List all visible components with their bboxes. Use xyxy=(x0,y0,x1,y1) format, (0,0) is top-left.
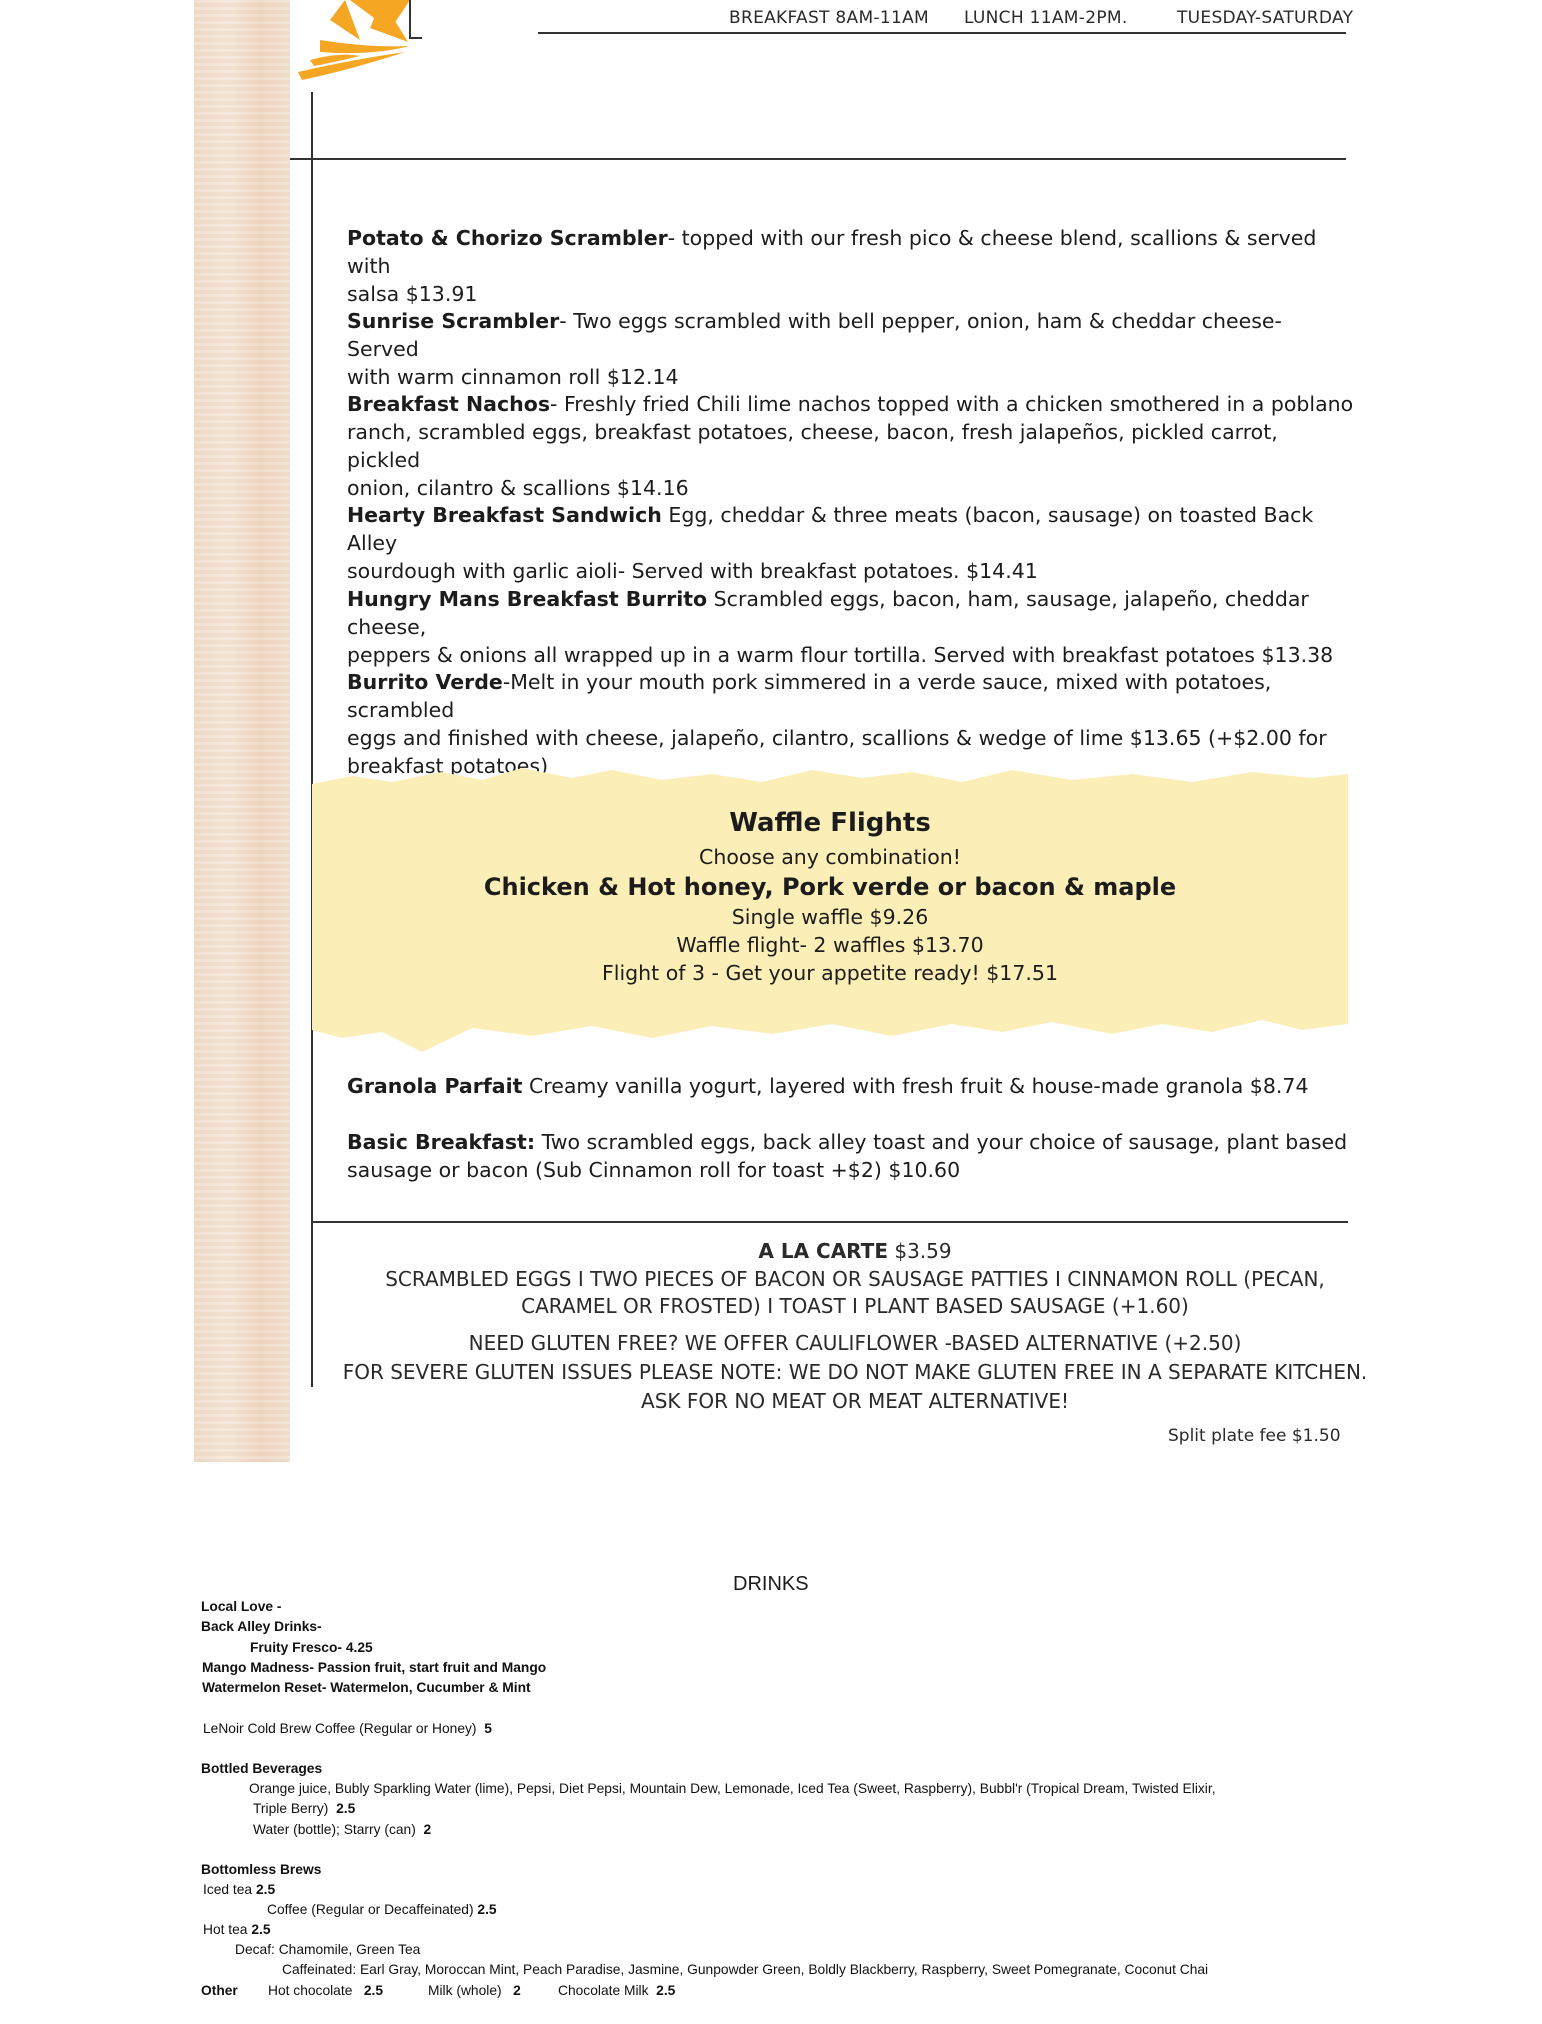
iced-tea-price: 2.5 xyxy=(255,1882,276,1897)
bottled-list-line-2: Triple Berry) 2.5 xyxy=(253,1801,356,1816)
menu-frame-left-line xyxy=(311,92,313,1387)
item-name: Hungry Mans Breakfast Burrito xyxy=(347,587,708,611)
meat-alternative-note: ASK FOR NO MEAT OR MEAT ALTERNATIVE! xyxy=(641,1389,1069,1413)
a-la-carte-price: $3.59 xyxy=(887,1239,952,1263)
item-desc: Creamy vanilla yogurt, layered with fresh fruit & house-made granola $8.74 xyxy=(522,1074,1309,1098)
item-desc: ranch, scrambled eggs, breakfast potatoes, cheese, bacon, fresh jalapeños, pickled carrot, pickled xyxy=(347,420,1278,472)
item-name: Sunrise Scrambler xyxy=(347,309,560,333)
gluten-warning-note: FOR SEVERE GLUTEN ISSUES PLEASE NOTE: WE DO NOT MAKE GLUTEN FREE IN A SEPARATE KITCHEN. xyxy=(342,1360,1368,1384)
drink-water-starry: Water (bottle); Starry (can) 2 xyxy=(253,1822,432,1837)
paper-texture-strip xyxy=(194,0,290,1462)
wheat-sun-logo xyxy=(290,0,510,90)
item-desc: - topped with our fresh pico & cheese blend, scallions & served with xyxy=(347,226,1317,278)
item-name: Basic Breakfast: xyxy=(347,1130,536,1154)
item-desc: sourdough with garlic aioli- Served with breakfast potatoes. $14.41 xyxy=(347,559,1038,583)
a-la-carte-heading xyxy=(330,1238,1380,1265)
drink-hot-chocolate: Hot chocolate 2.5 xyxy=(268,1983,384,1998)
waffle-title: Waffle Flights xyxy=(729,808,931,838)
drink-milk: Milk (whole) 2 xyxy=(428,1983,521,1998)
item-name: Potato & Chorizo Scrambler xyxy=(347,226,668,250)
coffee-price: 2.5 xyxy=(477,1902,497,1917)
bottomless-brews-heading: Bottomless Brews xyxy=(201,1862,322,1877)
item-desc: salsa $13.91 xyxy=(347,282,478,306)
water-price: 2 xyxy=(423,1822,432,1837)
other-drinks-row xyxy=(201,1982,238,2000)
menu-item-potato-chorizo xyxy=(347,224,1357,308)
item-desc: - Two eggs scrambled with bell pepper, onion, ham & cheddar cheese- Served xyxy=(347,309,1282,361)
menu-item-hungry-mans-burrito xyxy=(347,585,1357,669)
item-name: Breakfast Nachos xyxy=(347,392,551,416)
a-la-carte-rule xyxy=(312,1221,1348,1223)
item-desc: breakfast potatoes) xyxy=(347,754,549,778)
menu-top-rule xyxy=(290,158,1346,160)
drink-cold-brew: LeNoir Cold Brew Coffee (Regular or Honey) 5 xyxy=(203,1721,492,1736)
waffle-flight-3-price: Flight of 3 - Get your appetite ready! $17.51 xyxy=(601,961,1058,985)
hot-tea-price: 2.5 xyxy=(251,1922,271,1937)
open-days: TUESDAY-SATURDAY xyxy=(1177,8,1354,28)
drink-hot-tea: Hot tea 2.5 xyxy=(203,1922,271,1937)
split-plate-fee: Split plate fee $1.50 xyxy=(1168,1426,1341,1446)
item-desc: peppers & onions all wrapped up in a warm flour tortilla. Served with breakfast potatoes $13.38 xyxy=(347,643,1334,667)
waffle-flight-price: Waffle flight- 2 waffles $13.70 xyxy=(676,933,984,957)
menu-item-granola-parfait xyxy=(347,1072,1357,1100)
waffle-combos: Chicken & Hot honey, Pork verde or bacon & maple xyxy=(483,873,1177,901)
waffle-subtitle: Choose any combination! xyxy=(699,845,961,869)
drink-watermelon-reset: Watermelon Reset- Watermelon, Cucumber & Mint xyxy=(202,1680,531,1695)
menu-item-basic-breakfast xyxy=(347,1128,1357,1184)
cold-brew-price: 5 xyxy=(484,1721,492,1736)
drink-iced-tea: Iced tea 2.5 xyxy=(203,1882,276,1897)
local-love-label: Local Love - xyxy=(201,1599,282,1614)
item-name: Burrito Verde xyxy=(347,670,503,694)
drink-mango-madness: Mango Madness- Passion fruit, start fruit and Mango xyxy=(202,1660,547,1675)
item-desc: - Freshly fried Chili lime nachos topped with a chicken smothered in a poblano xyxy=(550,392,1354,416)
drinks-title: DRINKS xyxy=(733,1573,809,1595)
menu-item-sunrise-scrambler xyxy=(347,307,1357,391)
decaf-teas: Decaf: Chamomile, Green Tea xyxy=(235,1942,421,1957)
item-desc: onion, cilantro & scallions $14.16 xyxy=(347,476,689,500)
item-desc: eggs and finished with cheese, jalapeño, cilantro, scallions & wedge of lime $13.65 (+$2.00 for xyxy=(347,726,1327,750)
item-name: Hearty Breakfast Sandwich xyxy=(347,503,662,527)
back-alley-drinks-label: Back Alley Drinks- xyxy=(201,1619,322,1634)
a-la-carte-title: A LA CARTE xyxy=(758,1239,888,1263)
drink-coffee: Coffee (Regular or Decaffeinated) 2.5 xyxy=(267,1902,497,1917)
breakfast-hours: BREAKFAST 8AM-11AM xyxy=(729,8,929,28)
drink-fruity-fresco: Fruity Fresco- 4.25 xyxy=(250,1640,373,1655)
item-desc: Scrambled eggs, bacon, ham, sausage, jalapeño, cheddar cheese, xyxy=(347,587,1309,639)
item-desc: -Melt in your mouth pork simmered in a verde sauce, mixed with potatoes, scrambled xyxy=(347,670,1272,722)
bottled-beverages-heading: Bottled Beverages xyxy=(201,1761,323,1776)
bottled-price: 2.5 xyxy=(336,1801,356,1816)
item-name: Granola Parfait xyxy=(347,1074,523,1098)
caffeinated-teas: Caffeinated: Earl Gray, Moroccan Mint, Peach Paradise, Jasmine, Gunpowder Green, Boldly Blackberry, Raspberry, Sweet Pomegranate, Coconut Chai xyxy=(282,1962,1209,1977)
item-desc: sausage or bacon (Sub Cinnamon roll for toast +$2) $10.60 xyxy=(347,1158,961,1182)
a-la-carte-line-1: SCRAMBLED EGGS I TWO PIECES OF BACON OR SAUSAGE PATTIES I CINNAMON ROLL (PECAN, xyxy=(385,1267,1325,1291)
item-desc: Egg, cheddar & three meats (bacon, sausage) on toasted Back Alley xyxy=(347,503,1314,555)
item-desc: with warm cinnamon roll $12.14 xyxy=(347,365,679,389)
header-rule xyxy=(538,32,1346,34)
drink-chocolate-milk: Chocolate Milk 2.5 xyxy=(558,1983,676,1998)
other-label: Other xyxy=(201,1983,238,1998)
waffle-single-price: Single waffle $9.26 xyxy=(731,905,929,929)
menu-item-breakfast-nachos xyxy=(347,390,1357,502)
menu-item-hearty-sandwich xyxy=(347,501,1357,585)
item-desc: Two scrambled eggs, back alley toast and your choice of sausage, plant based xyxy=(535,1130,1348,1154)
bottled-list-line-1: Orange juice, Bubly Sparkling Water (lime), Pepsi, Diet Pepsi, Mountain Dew, Lemonade, Iced Tea (Sweet, Raspberry), Bubbl'r (Tropical Dream, Twisted Elixir, xyxy=(249,1781,1216,1796)
a-la-carte-line-2: CARAMEL OR FROSTED) I TOAST I PLANT BASED SAUSAGE (+1.60) xyxy=(521,1294,1189,1318)
gluten-free-note: NEED GLUTEN FREE? WE OFFER CAULIFLOWER -BASED ALTERNATIVE (+2.50) xyxy=(468,1331,1242,1355)
lunch-hours: LUNCH 11AM-2PM. xyxy=(964,8,1128,28)
